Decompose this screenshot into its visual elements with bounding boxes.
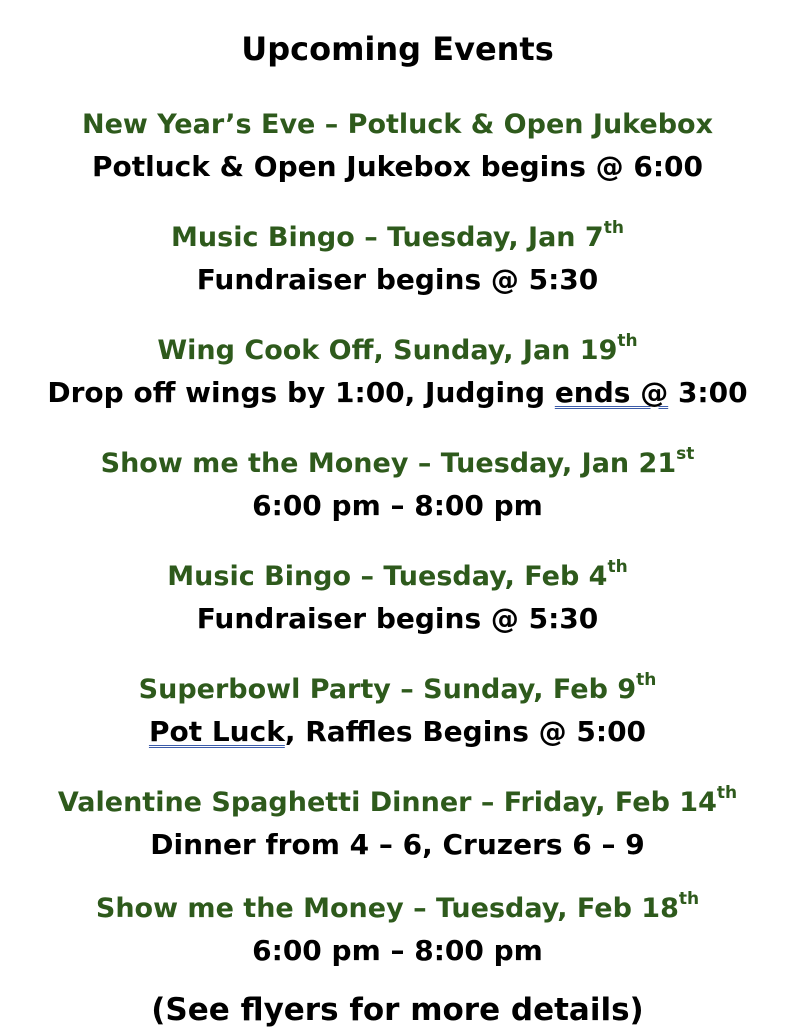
event-title-show-me-money-feb xyxy=(0,891,795,927)
event-title-text: Music Bingo – Tuesday, Jan 7 xyxy=(171,222,604,253)
proofing-marked-text: ends @ xyxy=(554,376,669,409)
ordinal-suffix: th xyxy=(617,331,638,351)
detail-text-after: , Raffles Begins @ 5:00 xyxy=(284,715,647,748)
detail-text-before: Drop off wings by 1:00, Judging xyxy=(47,376,555,409)
ordinal-suffix: th xyxy=(603,218,624,238)
event-detail-show-me-money-feb: 6:00 pm – 8:00 pm xyxy=(252,934,543,967)
event-detail-show-me-money-jan: 6:00 pm – 8:00 pm xyxy=(252,489,543,522)
event-title-music-bingo-feb xyxy=(0,559,795,595)
event-detail-wing-cook-off xyxy=(0,375,795,411)
event-title-text: Show me the Money – Tuesday, Feb 18 xyxy=(95,893,679,924)
event-title-valentine-dinner xyxy=(0,785,795,821)
event-title-text: New Year’s Eve – Potluck & Open Jukebox xyxy=(81,109,714,140)
page-title: Upcoming Events xyxy=(241,30,554,68)
event-title-text: Music Bingo – Tuesday, Feb 4 xyxy=(167,561,608,592)
ordinal-suffix: th xyxy=(678,889,700,909)
event-title-music-bingo-jan xyxy=(0,220,795,256)
flyers-note: (See flyers for more details) xyxy=(151,992,644,1028)
proofing-marked-text: Pot Luck xyxy=(148,715,285,748)
ordinal-suffix: th xyxy=(716,783,738,803)
event-title-text: Superbowl Party – Sunday, Feb 9 xyxy=(138,674,637,705)
event-detail-new-years-eve: Potluck & Open Jukebox begins @ 6:00 xyxy=(91,150,704,183)
event-title-wing-cook-off xyxy=(0,333,795,369)
event-title-show-me-money-jan xyxy=(0,446,795,482)
event-detail-music-bingo-jan: Fundraiser begins @ 5:30 xyxy=(196,263,599,296)
event-detail-music-bingo-feb: Fundraiser begins @ 5:30 xyxy=(196,602,599,635)
event-title-superbowl-party xyxy=(0,672,795,708)
detail-text-after: 3:00 xyxy=(668,376,748,409)
event-detail-valentine-dinner: Dinner from 4 – 6, Cruzers 6 – 9 xyxy=(150,828,645,861)
event-title-new-years-eve xyxy=(0,107,795,143)
ordinal-suffix: th xyxy=(607,557,628,577)
event-title-text: Wing Cook Off, Sunday, Jan 19 xyxy=(157,335,618,366)
ordinal-suffix: th xyxy=(636,670,657,690)
event-title-text: Show me the Money – Tuesday, Jan 21 xyxy=(100,448,677,479)
event-detail-superbowl-party xyxy=(0,714,795,750)
event-title-text: Valentine Spaghetti Dinner – Friday, Feb 14 xyxy=(57,787,717,818)
ordinal-suffix: st xyxy=(676,444,695,464)
